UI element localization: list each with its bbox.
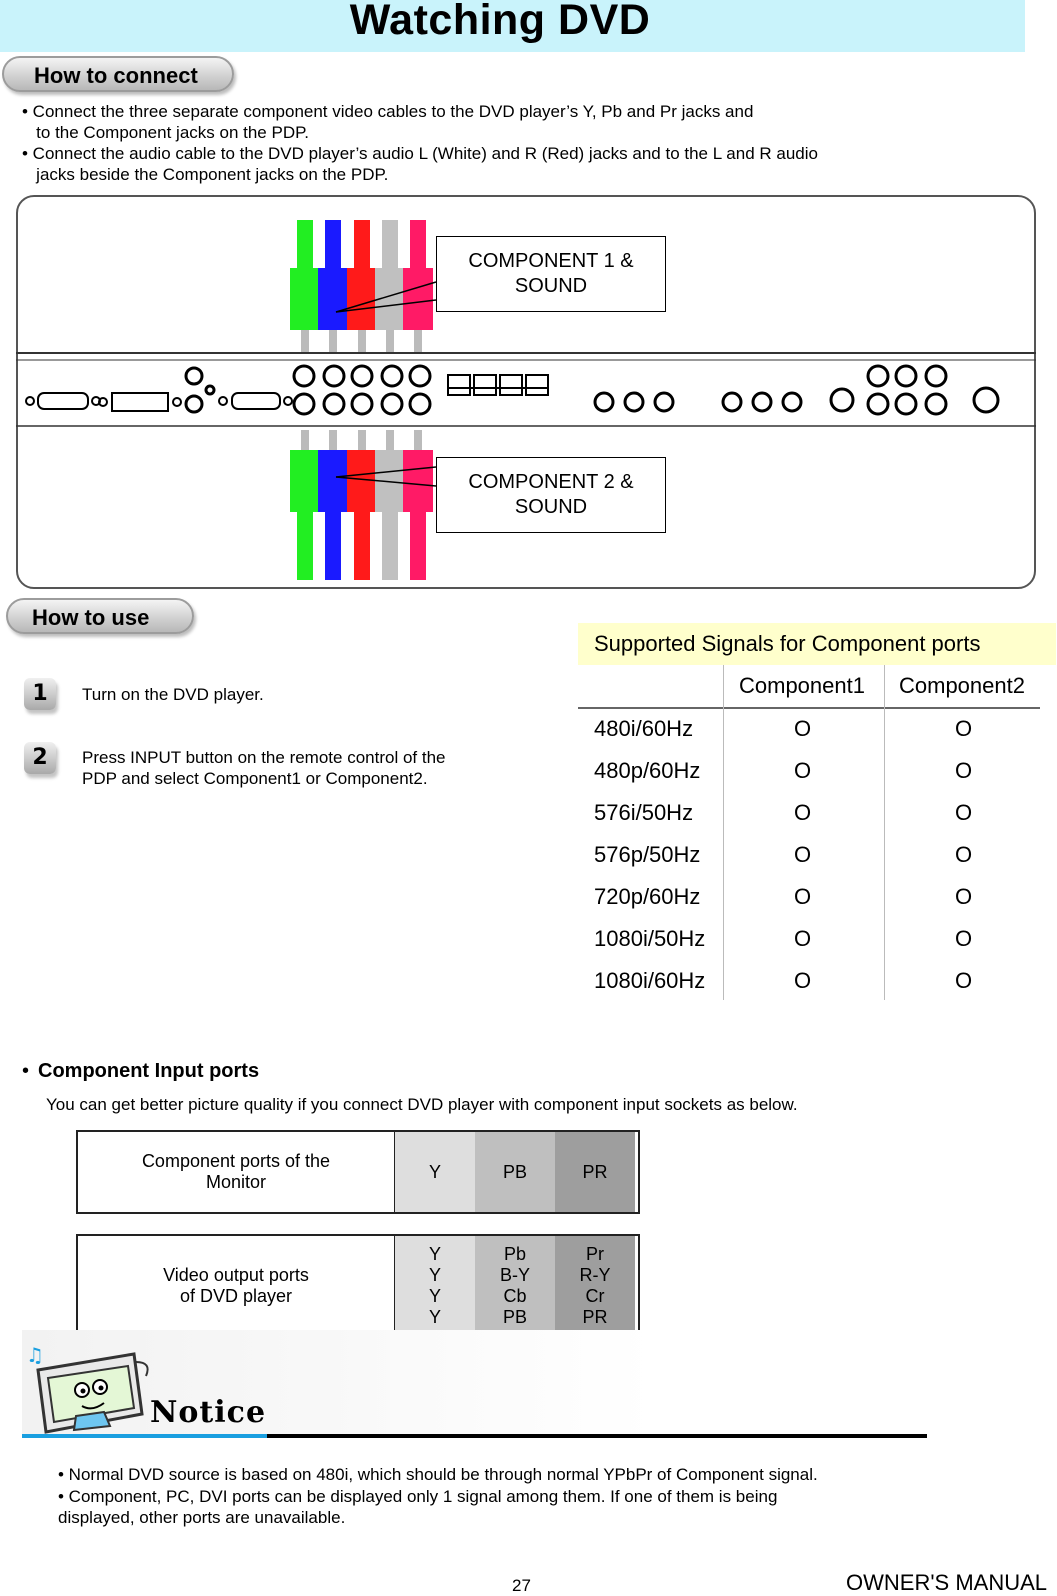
signal-row-c2: O <box>955 842 973 867</box>
dvd-port-pr: Pr R-Y Cr PR <box>555 1236 635 1336</box>
dvd-ports-row <box>76 1234 640 1338</box>
component-input-heading: Component Input ports <box>38 1060 260 1082</box>
how-to-use-heading: How to use <box>6 598 194 634</box>
dvd-port-y: Y Y Y Y <box>395 1236 475 1336</box>
monitor-port-pr: PR <box>555 1132 635 1212</box>
dvd-port-pb: Pb B-Y Cb PB <box>475 1236 555 1336</box>
signals-col-divider-2 <box>884 665 885 1000</box>
signals-table-title: Supported Signals for Component ports <box>578 623 1056 665</box>
notice-divider-accent <box>22 1434 267 1438</box>
connect-instruction-2: • Connect the audio cable to the DVD player’s audio L (White) and R (Red) jacks and to the L and R audio jacks beside the Component jacks on the PDP. <box>22 144 818 184</box>
output-jacks-icon <box>868 366 998 414</box>
monitor-ports-label: Component ports of the Monitor <box>78 1132 395 1212</box>
pc-port-icon <box>219 393 292 409</box>
component-jacks-icon <box>294 366 430 414</box>
component-input-bullet: • <box>22 1060 30 1082</box>
monitor-port-y: Y <box>395 1132 475 1212</box>
signal-row-c1: O <box>794 800 812 825</box>
owners-manual-label: OWNER'S MANUAL <box>846 1570 1047 1595</box>
signal-row-label: 480i/60Hz <box>594 716 694 741</box>
signal-row-c2: O <box>955 758 973 783</box>
signal-row-label: 480p/60Hz <box>594 758 701 783</box>
component-input-description: You can get better picture quality if you connect DVD player with component input sockets as below. <box>46 1095 798 1114</box>
signals-col-header-component2: Component2 <box>899 673 1025 698</box>
svg-text:♫: ♫ <box>26 1343 44 1367</box>
component2-cables-icon <box>290 430 436 580</box>
page-title: Watching DVD <box>349 0 651 44</box>
signal-row-c2: O <box>955 716 973 741</box>
notice-line-2: • Component, PC, DVI ports can be displayed only 1 signal among them. If one of them is being displayed, other ports are unavailable. <box>58 1487 778 1527</box>
signal-row-c1: O <box>794 884 812 909</box>
monitor-ports-row <box>76 1130 640 1214</box>
av-jacks-icon <box>595 389 853 411</box>
signal-row-c1: O <box>794 926 812 951</box>
signal-row-label: 1080i/60Hz <box>594 968 706 993</box>
signals-header-divider <box>578 707 1040 709</box>
signal-row-label: 1080i/50Hz <box>594 926 706 951</box>
signal-row-c1: O <box>794 716 812 741</box>
speaker-terminals-icon <box>448 375 548 395</box>
dvi-port-icon <box>99 393 181 411</box>
monitor-port-pb: PB <box>475 1132 555 1212</box>
signal-row-label: 720p/60Hz <box>594 884 701 909</box>
signal-row-c1: O <box>794 968 812 993</box>
step-2-text: Press INPUT button on the remote control of the PDP and select Component1 or Component2. <box>82 748 446 788</box>
audio-jacks-icon <box>186 368 214 412</box>
step-1-text: Turn on the DVD player. <box>82 685 264 704</box>
signal-row-label: 576p/50Hz <box>594 842 701 867</box>
page-number: 27 <box>512 1576 531 1595</box>
signal-row-c2: O <box>955 884 973 909</box>
dvd-ports-label: Video output ports of DVD player <box>78 1236 395 1336</box>
notice-line-1: • Normal DVD source is based on 480i, which should be through normal YPbPr of Component signal. <box>58 1465 818 1484</box>
step-1-number: 1 <box>24 678 56 710</box>
component1-sound-label: COMPONENT 1 & SOUND <box>436 236 666 312</box>
rs232-port-icon <box>26 393 100 409</box>
notice-label: Notice <box>150 1395 267 1430</box>
signal-row-c1: O <box>794 842 812 867</box>
signal-row-c2: O <box>955 968 973 993</box>
how-to-connect-heading: How to connect <box>2 56 234 92</box>
signal-row-label: 576i/50Hz <box>594 800 694 825</box>
signal-row-c2: O <box>955 926 973 951</box>
step-2-number: 2 <box>24 742 56 774</box>
connect-instruction-1: • Connect the three separate component video cables to the DVD player’s Y, Pb and Pr jacks and to the Component jacks on the PDP. <box>22 102 754 142</box>
signal-row-c1: O <box>794 758 812 783</box>
component2-sound-label: COMPONENT 2 & SOUND <box>436 457 666 533</box>
component1-cables-icon <box>290 220 436 352</box>
signals-col-header-component1: Component1 <box>739 673 865 698</box>
signals-col-divider-1 <box>723 665 724 1000</box>
signal-row-c2: O <box>955 800 973 825</box>
